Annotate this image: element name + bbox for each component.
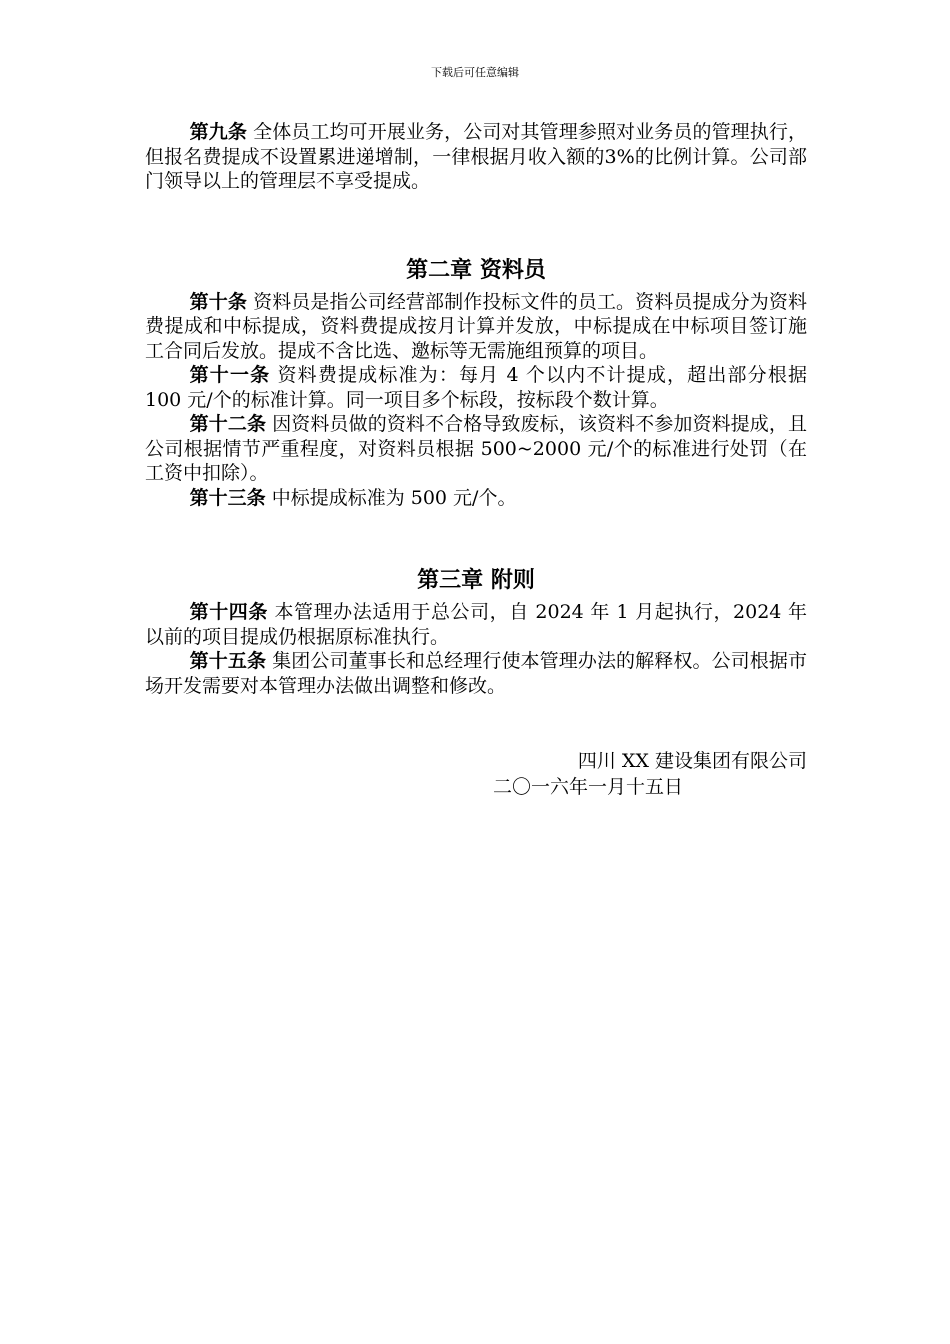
signature-company: 四川 XX 建设集团有限公司 — [577, 750, 807, 772]
article-15-title: 第十五条 — [189, 650, 267, 672]
signature-date: 二〇一六年一月十五日 — [492, 776, 683, 798]
article-10-title: 第十条 — [189, 290, 247, 313]
article-12-title: 第十二条 — [189, 413, 267, 435]
article-9 — [145, 120, 807, 194]
article-10-text: 资料员是指公司经营部制作投标文件的员工。资料员提成分为资料费提成和中标提成，资料费提成按月计算并发放，中标提成在中标项目签订施工合同后发放。提成不含比选、邀标等无需施组预算的项目。 — [145, 290, 807, 362]
article-12 — [145, 412, 807, 486]
article-13-text: 中标提成标准为 500 元/个。 — [265, 486, 517, 509]
article-14-text: 本管理办法适用于总公司，自 2024 年 1 月起执行，2024 年以前的项目提成仍根据原标准执行。 — [145, 601, 807, 648]
article-13-title: 第十三条 — [189, 486, 266, 509]
article-14 — [145, 600, 807, 649]
chapter-2-heading: 第二章 资料员 — [406, 256, 546, 283]
document-body — [145, 120, 807, 800]
article-13 — [145, 486, 807, 511]
article-12-text: 因资料员做的资料不合格导致废标，该资料不参加资料提成，且公司根据情节严重程度，对资料员根据 500~2000 元/个的标准进行处罚（在工资中扣除）。 — [145, 413, 807, 484]
article-9-title: 第九条 — [189, 121, 247, 143]
article-11-title: 第十一条 — [189, 364, 271, 386]
article-15-text: 集团公司董事长和总经理行使本管理办法的解释权。公司根据市场开发需要对本管理办法做出调整和修改。 — [145, 650, 807, 697]
article-11-text: 资料费提成标准为：每月 4 个以内不计提成，超出部分根据 100 元/个的标准计算。同一项目多个标段，按标段个数计算。 — [145, 364, 807, 411]
article-15 — [145, 649, 807, 698]
article-11 — [145, 363, 807, 412]
article-9-text: 全体员工均可开展业务，公司对其管理参照对业务员的管理执行，但报名费提成不设置累进递增制，一律根据月收入额的3%的比例计算。公司部门领导以上的管理层不享受提成。 — [145, 121, 807, 192]
article-10 — [145, 290, 807, 364]
article-14-title: 第十四条 — [189, 601, 268, 623]
chapter-3-heading: 第三章 附则 — [417, 567, 535, 593]
page-header-note: 下载后可任意编辑 — [431, 66, 519, 79]
